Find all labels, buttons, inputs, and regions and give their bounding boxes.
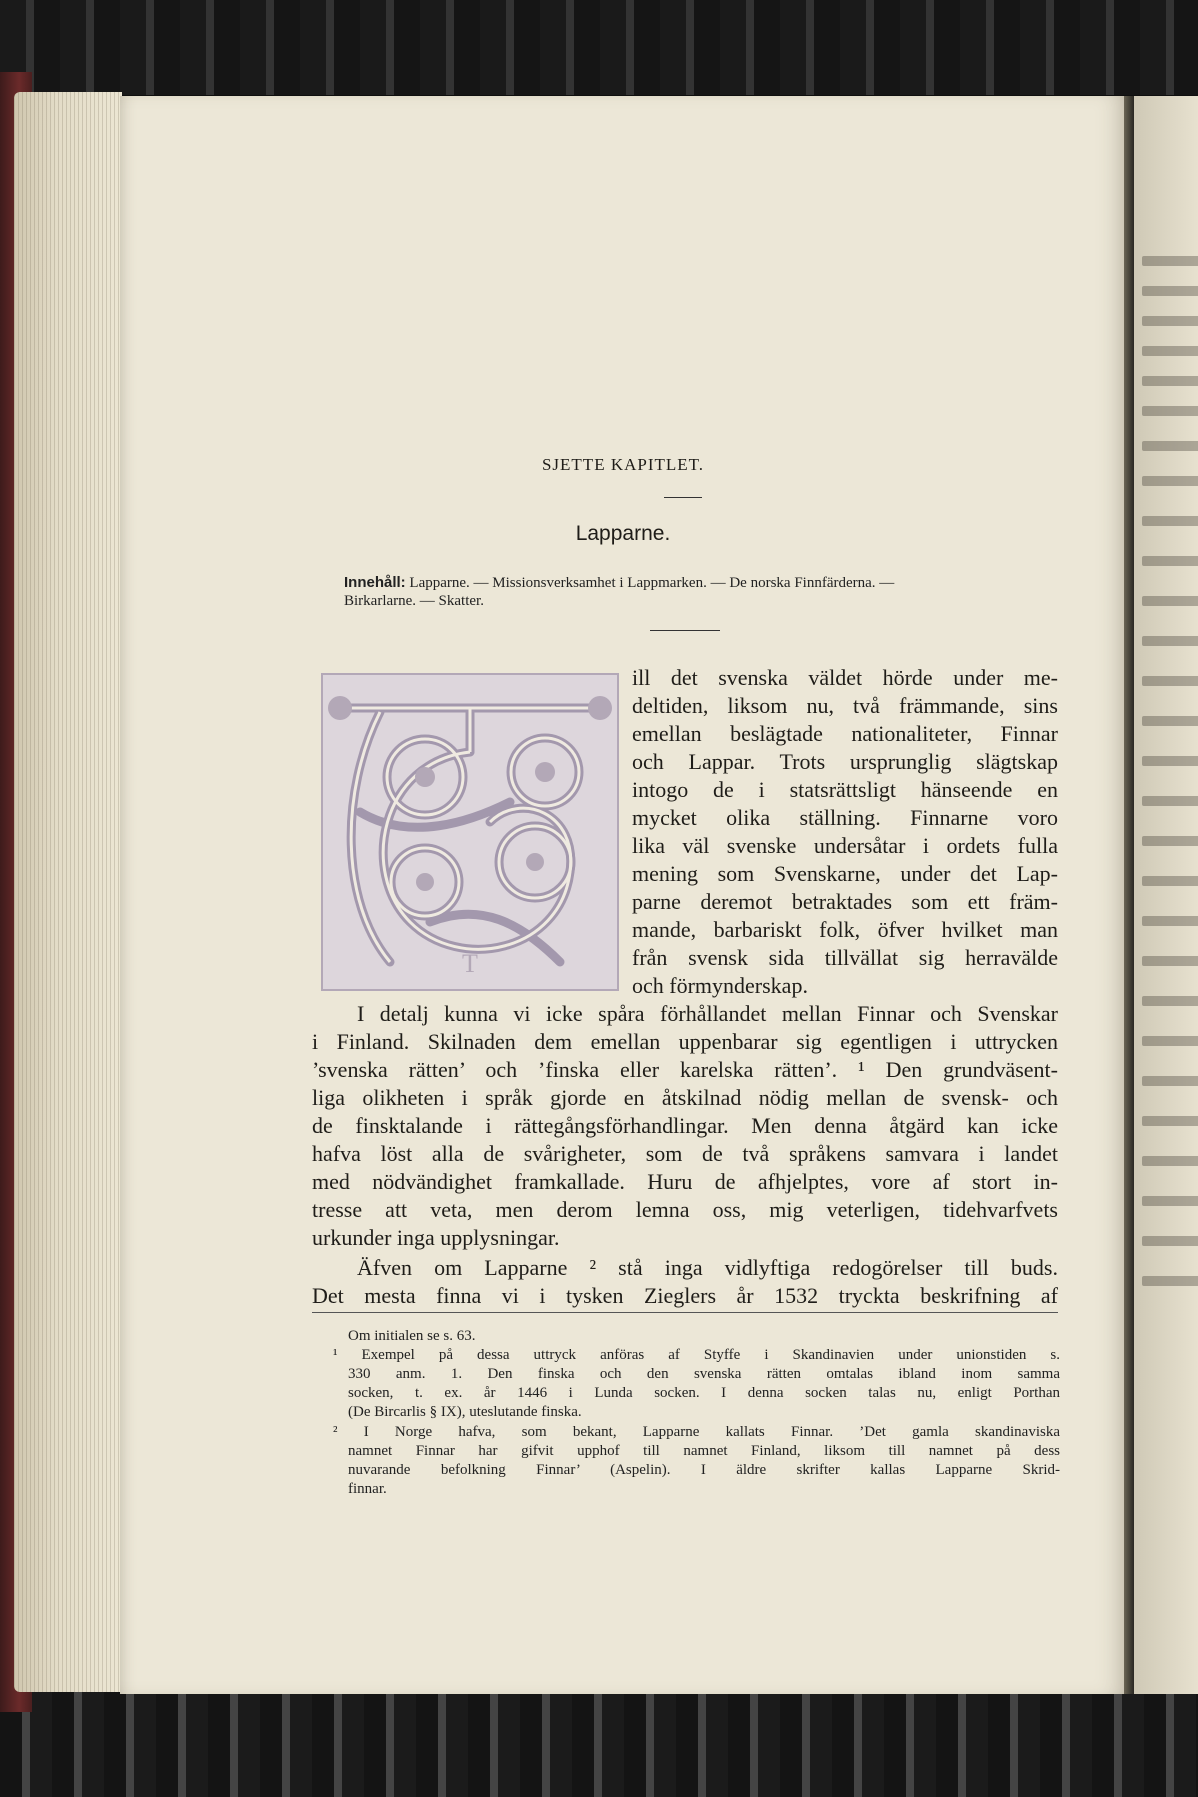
book-gutter	[1124, 96, 1134, 1694]
body-line-10: mande, barbariskt folk, öfver hvilket man	[632, 917, 1058, 942]
footnote-line-4: socken, t. ex. år 1446 i Lunda socken. I denna socken talas nu, enligt Porthan	[348, 1385, 1060, 1401]
page-stack-edges	[14, 92, 122, 1692]
chapter-title: Lapparne.	[575, 522, 671, 545]
footnote-line-7: namnet Finnar har gifvit upphof till namnet Finland, liksom till namnet på dess	[348, 1443, 1060, 1459]
body-line-21: urkunder inga upplysningar.	[312, 1225, 560, 1250]
scanner-bed-top	[0, 0, 1198, 95]
body-line-9: parne deremot betraktades som ett främ-	[632, 889, 1058, 914]
body-line-18: hafva löst alla de svårigheter, som de två språkens samvara i landet	[312, 1141, 1058, 1166]
summary-rule	[650, 630, 720, 631]
decorated-initial-t	[320, 672, 620, 992]
footnote-line-6: ² I Norge hafva, som bekant, Lapparne kallats Finnar. ’Det gamla skandinaviska	[333, 1424, 1060, 1440]
summary-line-2: Birkarlarne. — Skatter.	[344, 593, 484, 609]
body-line-12: och förmynderskap.	[632, 973, 808, 998]
footnote-line-1: Om initialen se s. 63.	[348, 1328, 476, 1344]
body-line-8: mening som Svenskarne, under det Lap-	[632, 861, 1058, 886]
body-line-16: liga olikheten i språk gjorde en åtskilnad nödig mellan de svensk- och	[312, 1085, 1058, 1110]
contents-summary	[344, 574, 1060, 610]
body-line-13: I detalj kunna vi icke spåra förhållandet mellan Finnar och Svenskar	[357, 1001, 1058, 1026]
footnote-line-3: 330 anm. 1. Den finska och den svenska rätten omtalas ibland inom samma	[348, 1366, 1060, 1382]
footnote-line-9: finnar.	[348, 1481, 387, 1497]
body-line-2: deltiden, liksom nu, två främmande, sins	[632, 693, 1058, 718]
body-line-6: mycket olika ställning. Finnarne voro	[632, 805, 1058, 830]
body-line-11: från svensk sida tillvällat sig herravälde	[632, 945, 1058, 970]
footnote-rule	[312, 1312, 1058, 1313]
body-line-19: med nödvändighet framkallade. Huru de afhjelptes, vore af stort in-	[312, 1169, 1058, 1194]
footnote-line-8: nuvarande befolkning Finnar’ (Aspelin). I äldre skrifter kallas Lapparne Skrid-	[348, 1462, 1060, 1478]
body-line-3: emellan beslägtade nationaliteter, Finnar	[632, 721, 1058, 746]
chapter-rule	[664, 497, 702, 498]
body-line-23: Det mesta finna vi i tysken Zieglers år 1532 tryckta beskrifning af	[312, 1283, 1058, 1308]
footnote-line-2: ¹ Exempel på dessa uttryck anföras af Styffe i Skandinavien under unionstiden s.	[333, 1347, 1060, 1363]
body-line-22: Äfven om Lapparne ² stå inga vidlyftiga redogörelser till buds.	[357, 1255, 1058, 1280]
body-line-15: ’svenska rätten’ och ’finska eller karelska rätten’. ¹ Den grundväsent-	[312, 1057, 1058, 1082]
body-line-14: i Finland. Skilnaden dem emellan uppenbarar sig egentligen i uttrycken	[312, 1029, 1058, 1054]
facing-page-fragment	[1134, 96, 1198, 1694]
body-line-20: tresse att veta, men derom lemna oss, mig veterligen, tidehvarfvets	[312, 1197, 1058, 1222]
summary-line-1	[344, 574, 1060, 592]
body-line-4: och Lappar. Trots ursprunglig slägtskap	[632, 749, 1058, 774]
body-line-1: ill det svenska väldet hörde under me-	[632, 665, 1058, 690]
footnote-line-5: (De Bircarlis § IX), uteslutande finska.	[348, 1404, 582, 1420]
chapter-heading: SJETTE KAPITLET.	[541, 455, 705, 474]
initial-letter: T	[462, 949, 478, 978]
body-line-5: intogo de i statsrättsligt hänseende en	[632, 777, 1058, 802]
summary-text-1: Lapparne. — Missionsverksamhet i Lappmarken. — De norska Finnfärderna. —	[409, 575, 895, 591]
body-line-17: de finsktalande i rättegångsförhandlingar. Men denna åtgärd kan icke	[312, 1113, 1058, 1138]
body-line-7: lika väl svenske undersåtar i ordets fulla	[632, 833, 1058, 858]
scanner-bed-bottom	[0, 1692, 1198, 1797]
summary-label: Innehåll:	[344, 574, 406, 591]
